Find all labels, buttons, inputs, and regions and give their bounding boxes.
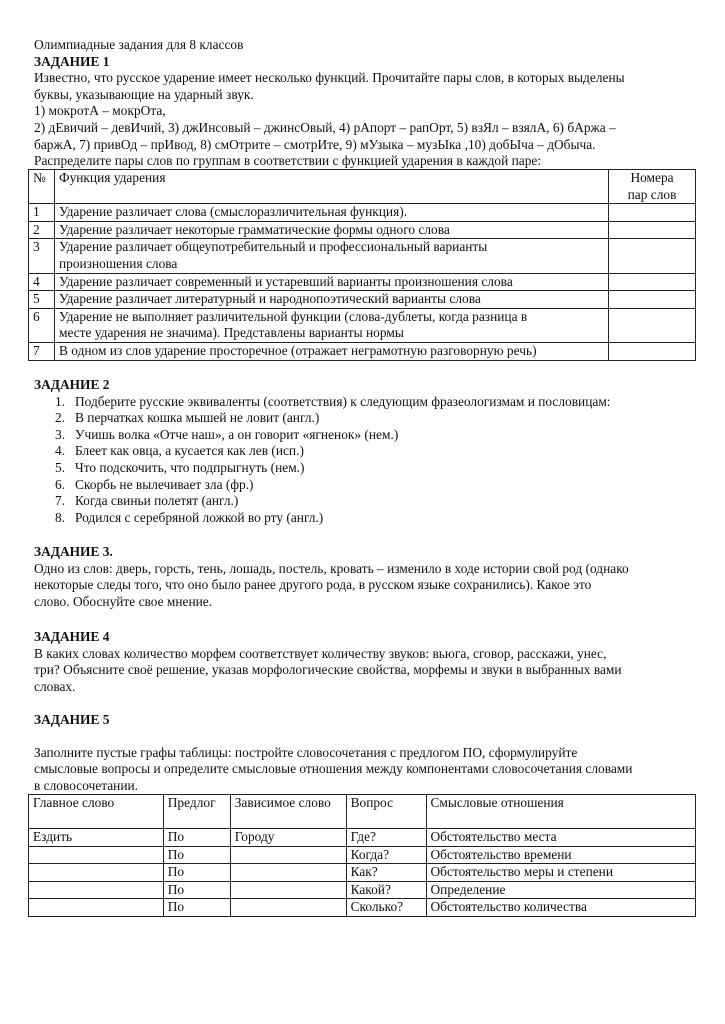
row-pairs-cell[interactable] (609, 204, 696, 222)
column-header-question: Вопрос (346, 795, 426, 829)
cell-relation: Обстоятельство меры и степени (426, 864, 696, 882)
row-pairs-cell[interactable] (609, 221, 696, 239)
list-item-number: 6. (55, 476, 66, 492)
task3-section (34, 544, 704, 610)
task5-text-line: смысловые вопросы и определите смысловые отношения между компонентами словосочетания словами (34, 761, 633, 777)
cell-dependent-word[interactable] (230, 864, 346, 882)
cell-relation: Обстоятельство количества (426, 899, 696, 917)
row-number: 3 (29, 239, 55, 273)
cell-preposition: По (163, 899, 230, 917)
task3-text-line: слово. Обоснуйте свое мнение. (34, 593, 213, 609)
row-function: Ударение различает слова (смыслоразличительная функция). (54, 204, 608, 222)
table-row (29, 881, 696, 899)
list-item-text: Родился с серебряной ложкой во рту (англ.) (75, 509, 324, 525)
row-function (54, 239, 608, 273)
list-item-text: Учишь волка «Отче наш», а он говорит «ягненок» (нем.) (75, 426, 399, 442)
table-row (29, 308, 696, 342)
task5-text-line: в словосочетании. (34, 777, 139, 793)
row-number: 2 (29, 221, 55, 239)
list-item-number: 5. (55, 459, 66, 475)
table-row (29, 239, 696, 273)
task3-text-line: Одно из слов: дверь, горсть, тень, лошадь, постель, кровать – изменило в ходе истории свой род (однако (34, 560, 629, 576)
task5-text-line: Заполните пустые графы таблицы: постройте словосочетания с предлогом ПО, сформулируйте (34, 744, 578, 760)
row-number: 4 (29, 273, 55, 291)
row-pairs-cell[interactable] (609, 291, 696, 309)
cell-preposition: По (163, 881, 230, 899)
cell-relation: Определение (426, 881, 696, 899)
list-item (55, 510, 694, 527)
cell-dependent-word[interactable] (230, 899, 346, 917)
table-row (29, 829, 696, 847)
table-row (29, 846, 696, 864)
table-header-row (29, 170, 696, 204)
list-item (55, 493, 694, 510)
cell-dependent-word[interactable] (230, 846, 346, 864)
list-item (55, 394, 694, 411)
task1-title: ЗАДАНИЕ 1 (34, 53, 110, 69)
row-number: 1 (29, 204, 55, 222)
task1-pairs-line: баржА, 7) привОд – прИвод, 8) смОтрите – смотрИте, 9) мУзыка – музЫка ,10) добЫча – дОбыча. (34, 136, 596, 152)
list-item-number: 1. (55, 393, 66, 409)
task4-text-line: В каких словах количество морфем соответствует количеству звуков: вьюга, сговор, расскажи, унес, (34, 645, 607, 661)
row-function: В одном из слов ударение просторечное (отражает неграмотную разговорную речь) (54, 342, 608, 360)
list-item-text: Скорбь не вылечивает зла (фр.) (75, 476, 254, 492)
cell-preposition: По (163, 864, 230, 882)
list-item-number: 4. (55, 443, 66, 459)
table-row (29, 291, 696, 309)
column-header-preposition: Предлог (163, 795, 230, 829)
task5-title: ЗАДАНИЕ 5 (34, 712, 110, 727)
cell-preposition: По (163, 829, 230, 847)
list-item-text: Что подскочить, что подпрыгнуть (нем.) (75, 459, 305, 475)
list-item-number: 7. (55, 493, 66, 509)
list-item-text: Подберите русские эквиваленты (соответствия) к следующим фразеологизмам и пословицам: (75, 393, 611, 409)
column-header-pairs-line: Номера (630, 170, 674, 185)
column-header-pairs-line: пар слов (627, 186, 677, 202)
row-pairs-cell[interactable] (609, 342, 696, 360)
task2-title: ЗАДАНИЕ 2 (34, 377, 110, 392)
cell-main-word[interactable] (29, 881, 164, 899)
table-row (29, 342, 696, 360)
list-item-text: Когда свиньи полетят (англ.) (75, 493, 239, 509)
task1-section (34, 37, 694, 170)
cell-main-word[interactable]: Ездить (29, 829, 164, 847)
stress-function-table (28, 169, 696, 361)
task4-text-line: словах. (34, 678, 76, 694)
task1-instruction: Распределите пары слов по группам в соответствии с функцией ударения в каждой паре: (34, 153, 542, 169)
list-item (55, 443, 694, 460)
document-header: Олимпиадные задания для 8 классов (34, 37, 244, 52)
table-row (29, 864, 696, 882)
row-number: 7 (29, 342, 55, 360)
column-header-relation: Смысловые отношения (426, 795, 696, 829)
cell-main-word[interactable] (29, 846, 164, 864)
column-header-main-word: Главное слово (29, 795, 164, 829)
table-header-row (29, 795, 696, 829)
task1-intro-line: буквы, указывающие на ударный звук. (34, 86, 254, 102)
row-number: 6 (29, 308, 55, 342)
list-item (55, 477, 694, 494)
task3-text-line: некоторые следы того, что оно было ранее другого рода, в русском языке сохранились). Какое это (34, 577, 592, 593)
table-row (29, 221, 696, 239)
row-pairs-cell[interactable] (609, 308, 696, 342)
row-pairs-cell[interactable] (609, 273, 696, 291)
cell-question: Сколько? (346, 899, 426, 917)
task4-section (34, 629, 704, 695)
column-header-number: № (29, 170, 55, 204)
row-function-line: месте ударения не значима). Представлены варианты нормы (58, 325, 404, 341)
cell-question: Когда? (346, 846, 426, 864)
task1-intro-line: Известно, что русское ударение имеет несколько функций. Прочитайте пары слов, в которых выделены (34, 70, 625, 86)
task2-section (34, 377, 694, 526)
cell-main-word[interactable] (29, 899, 164, 917)
cell-relation: Обстоятельство места (426, 829, 696, 847)
row-function (54, 308, 608, 342)
cell-question: Где? (346, 829, 426, 847)
list-item-number: 8. (55, 509, 66, 525)
task2-list (55, 394, 694, 527)
table-row (29, 273, 696, 291)
column-header-function: Функция ударения (54, 170, 608, 204)
task1-pairs-line: 2) дЕвичий – девИчий, 3) джИнсовый – джинсОвый, 4) рАпорт – рапОрт, 5) взЯл – взялА, 6) бАржа – (34, 119, 616, 135)
cell-dependent-word[interactable]: Городу (230, 829, 346, 847)
row-number: 5 (29, 291, 55, 309)
table-row (29, 204, 696, 222)
task3-title: ЗАДАНИЕ 3. (34, 544, 113, 559)
cell-question: Какой? (346, 881, 426, 899)
column-header-dependent-word: Зависимое слово (230, 795, 346, 829)
task5-section (34, 712, 704, 794)
row-function-line: произношения слова (58, 255, 178, 271)
list-item (55, 460, 694, 477)
cell-question: Как? (346, 864, 426, 882)
cell-preposition: По (163, 846, 230, 864)
list-item (55, 427, 694, 444)
cell-dependent-word[interactable] (230, 881, 346, 899)
row-function: Ударение различает некоторые грамматические формы одного слова (54, 221, 608, 239)
row-function-line: Ударение различает общеупотребительный и профессиональный варианты (58, 239, 488, 255)
row-function: Ударение различает литературный и народнопоэтический варианты слова (54, 291, 608, 309)
table-row (29, 899, 696, 917)
task1-pairs-line: 1) мокротА – мокрОта, (34, 103, 166, 119)
list-item (55, 410, 694, 427)
column-header-pairs (609, 170, 696, 204)
list-item-number: 3. (55, 426, 66, 442)
list-item-number: 2. (55, 410, 66, 426)
row-function-line: Ударение не выполняет различительной функции (слова-дублеты, когда разница в (58, 308, 528, 324)
row-pairs-cell[interactable] (609, 239, 696, 273)
cell-main-word[interactable] (29, 864, 164, 882)
task4-text-line: три? Объясните своё решение, указав морфологические свойства, морфемы и звуки в выбранных вами (34, 662, 622, 678)
list-item-text: В перчатках кошка мышей не ловит (англ.) (75, 410, 320, 426)
row-function: Ударение различает современный и устаревший варианты произношения слова (54, 273, 608, 291)
cell-relation: Обстоятельство времени (426, 846, 696, 864)
list-item-text: Блеет как овца, а кусается как лев (исп.) (75, 443, 304, 459)
phrases-table (28, 794, 696, 917)
task4-title: ЗАДАНИЕ 4 (34, 629, 110, 644)
